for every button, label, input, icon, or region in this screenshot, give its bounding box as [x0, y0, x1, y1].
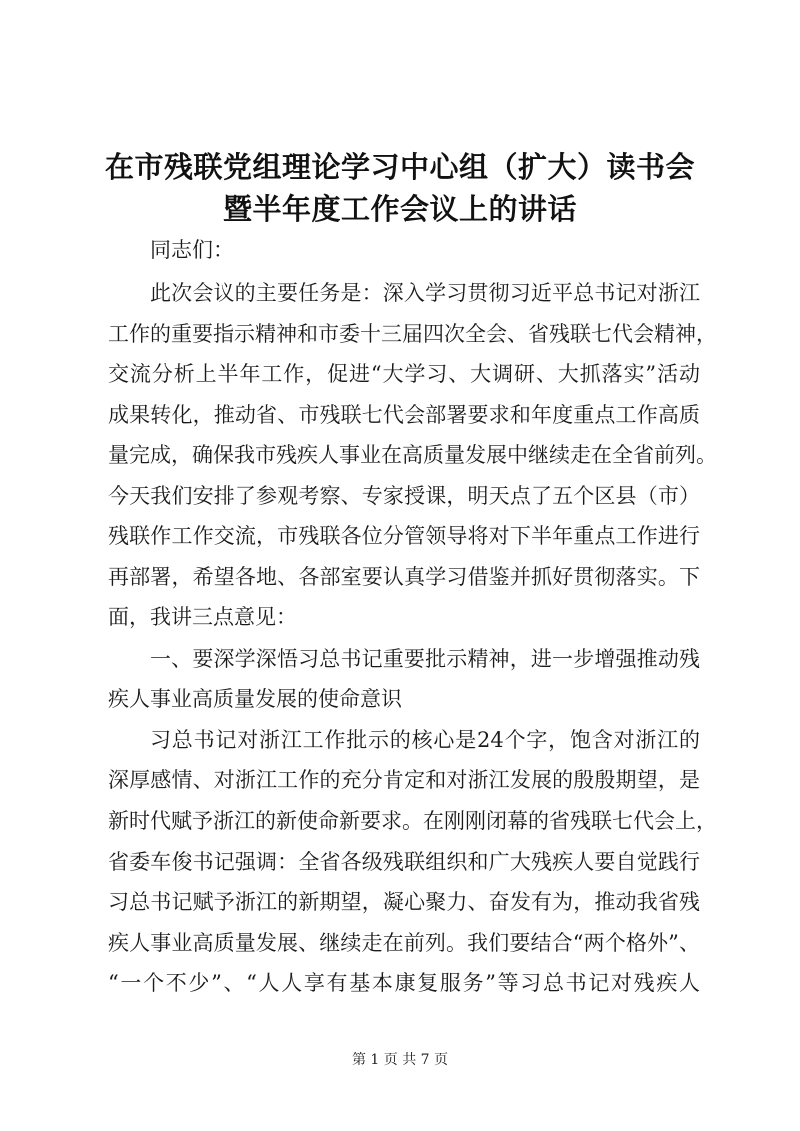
- paragraph-1-line: 此次会议的主要任务是：深入学习贯彻习近平总书记对浙江: [150, 281, 700, 305]
- paragraph-2-line: 新时代赋予浙江的新使命新要求。在刚刚闭幕的省残联七代会上，: [108, 809, 717, 833]
- paragraph-1-line: 今天我们安排了参观考察、专家授课，明天点了五个区县（市）: [108, 484, 700, 508]
- paragraph-1-line: 工作的重要指示精神和市委十三届四次全会、省残联七代会精神，: [108, 322, 717, 346]
- paragraph-1-line: 残联作工作交流，市残联各位分管领导将对下半年重点工作进行: [108, 524, 700, 548]
- greeting: 同志们：: [150, 238, 234, 262]
- paragraph-1-line: 量完成，确保我市残疾人事业在高质量发展中继续走在全省前列。: [108, 443, 717, 467]
- paragraph-2-line: “一个不少”、“人人享有基本康复服务”等习总书记对残疾人: [108, 971, 700, 995]
- paragraph-1-line: 成果转化，推动省、市残联七代会部署要求和年度重点工作高质: [108, 403, 700, 427]
- paragraph-2-line: 深厚感情、对浙江工作的充分肯定和对浙江发展的殷殷期望，是: [108, 768, 700, 792]
- paragraph-1-line: 再部署，希望各地、各部室要认真学习借鉴并抓好贯彻落实。下: [108, 565, 700, 589]
- document-title-line-2: 暨半年度工作会议上的讲话: [222, 192, 577, 226]
- paragraph-2-line: 习总书记对浙江工作批示的核心是24个字，饱含对浙江的: [150, 728, 700, 752]
- document-title-line-1: 在市残联党组理论学习中心组（扩大）读书会: [104, 150, 695, 184]
- section-heading-line: 一、要深学深悟习总书记重要批示精神，进一步增强推动残: [150, 647, 700, 671]
- paragraph-2-line: 习总书记赋予浙江的新期望，凝心聚力、奋发有为，推动我省残: [108, 890, 700, 914]
- paragraph-2-line: 疾人事业高质量发展、继续走在前列。我们要结合“两个格外”、: [108, 931, 700, 955]
- section-heading-line: 疾人事业高质量发展的使命意识: [108, 687, 402, 711]
- paragraph-2-line: 省委车俊书记强调：全省各级残联组织和广大残疾人要自觉践行: [108, 850, 700, 874]
- page-number-footer: 第 1 页 共 7 页: [351, 1052, 449, 1068]
- paragraph-1-line: 交流分析上半年工作，促进“大学习、大调研、大抓落实”活动: [108, 362, 700, 386]
- paragraph-1-line: 面，我讲三点意见：: [108, 605, 297, 629]
